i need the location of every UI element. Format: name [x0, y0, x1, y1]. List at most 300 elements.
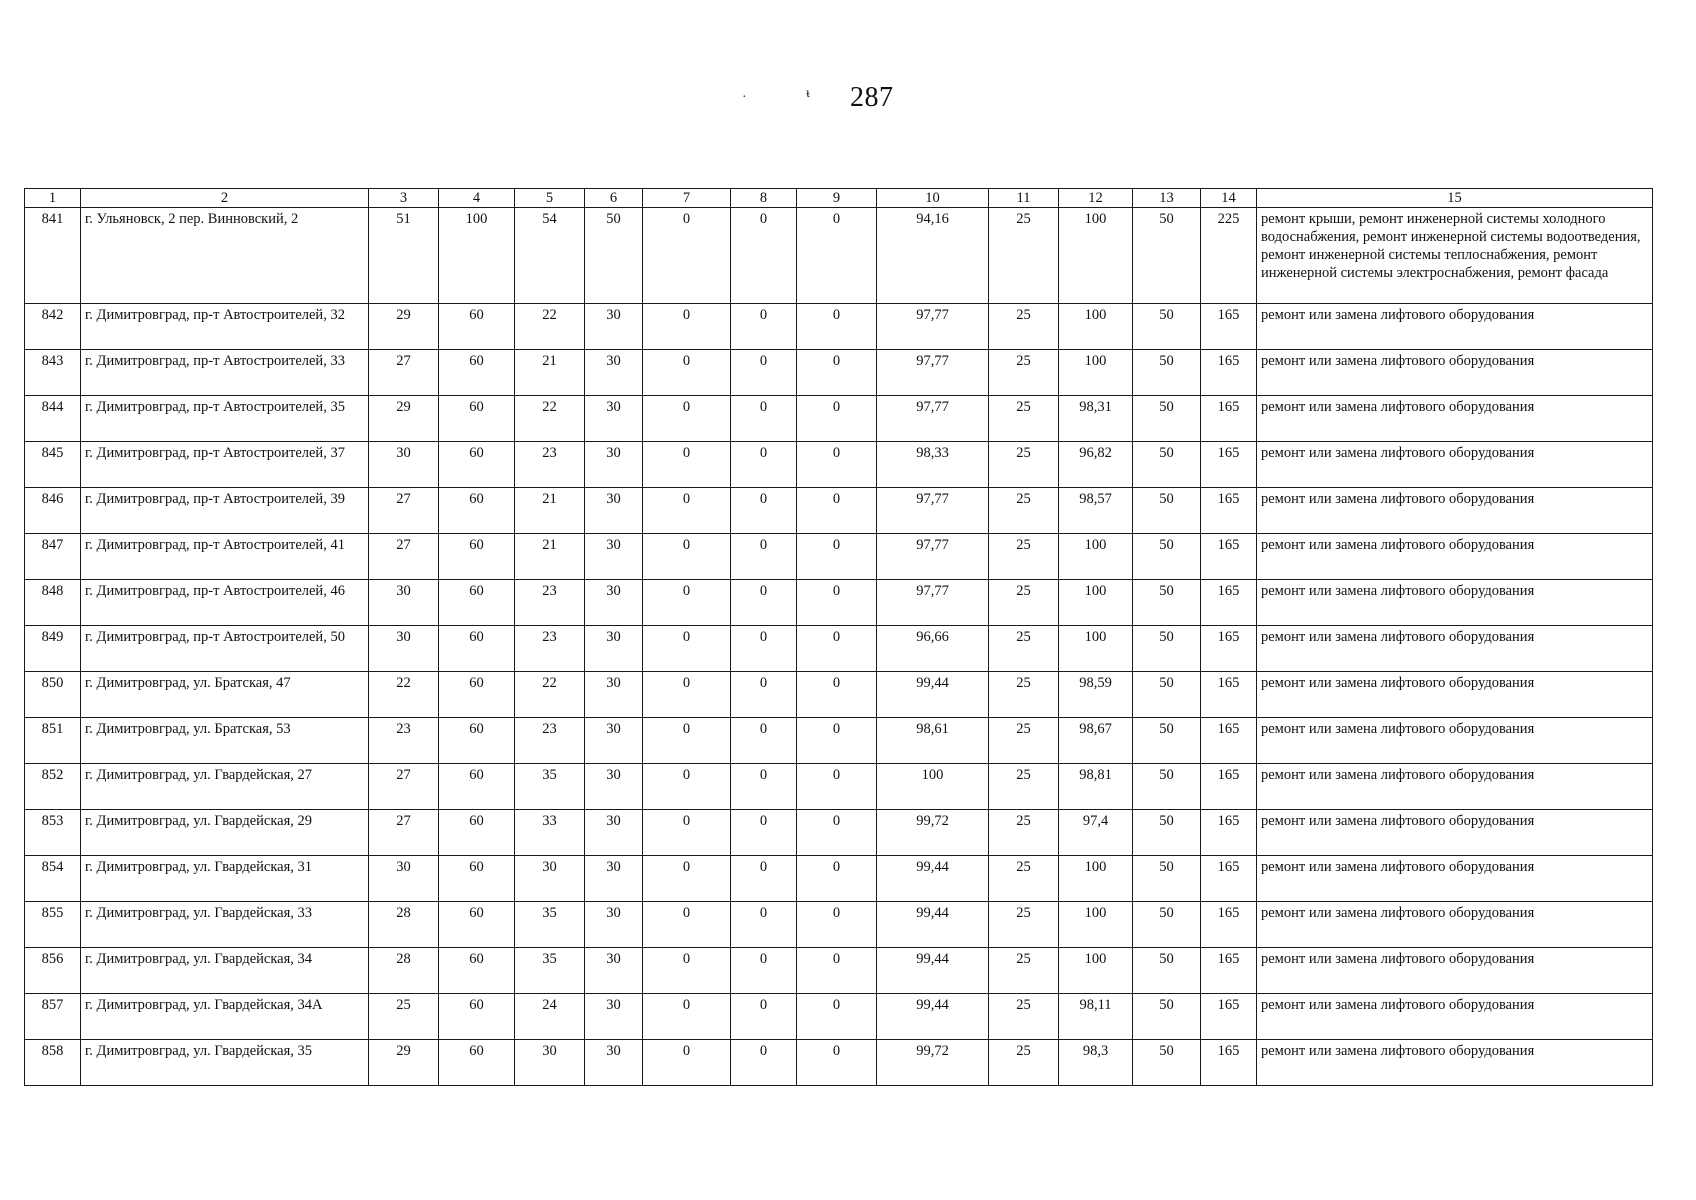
- cell-address: г. Димитровград, ул. Гвардейская, 29: [81, 810, 369, 856]
- cell-row-number: 849: [25, 626, 81, 672]
- cell-col-7: 0: [643, 948, 731, 994]
- cell-col-8: 0: [731, 764, 797, 810]
- cell-col-8: 0: [731, 902, 797, 948]
- cell-col-5: 30: [515, 856, 585, 902]
- cell-col-4: 60: [439, 626, 515, 672]
- cell-col-11: 25: [989, 718, 1059, 764]
- cell-col-9: 0: [797, 948, 877, 994]
- cell-col-12: 100: [1059, 304, 1133, 350]
- cell-col-12: 98,11: [1059, 994, 1133, 1040]
- column-header: 4: [439, 189, 515, 208]
- cell-work-description: ремонт или замена лифтового оборудования: [1257, 534, 1653, 580]
- cell-work-description: ремонт или замена лифтового оборудования: [1257, 810, 1653, 856]
- cell-col-13: 50: [1133, 580, 1201, 626]
- cell-address: г. Димитровград, ул. Братская, 47: [81, 672, 369, 718]
- cell-col-3: 29: [369, 396, 439, 442]
- cell-address: г. Димитровград, пр-т Автостроителей, 32: [81, 304, 369, 350]
- cell-col-6: 30: [585, 350, 643, 396]
- cell-work-description: ремонт или замена лифтового оборудования: [1257, 350, 1653, 396]
- table-row: [25, 396, 1653, 442]
- cell-col-8: 0: [731, 396, 797, 442]
- cell-address: г. Димитровград, ул. Гвардейская, 31: [81, 856, 369, 902]
- cell-col-12: 100: [1059, 626, 1133, 672]
- cell-work-description: ремонт или замена лифтового оборудования: [1257, 856, 1653, 902]
- cell-col-3: 29: [369, 304, 439, 350]
- cell-col-11: 25: [989, 208, 1059, 304]
- cell-address: г. Димитровград, ул. Гвардейская, 34А: [81, 994, 369, 1040]
- cell-address: г. Димитровград, пр-т Автостроителей, 37: [81, 442, 369, 488]
- cell-col-10: 99,72: [877, 810, 989, 856]
- cell-col-4: 60: [439, 764, 515, 810]
- cell-col-13: 50: [1133, 442, 1201, 488]
- cell-col-10: 96,66: [877, 626, 989, 672]
- column-header: 14: [1201, 189, 1257, 208]
- cell-work-description: ремонт или замена лифтового оборудования: [1257, 672, 1653, 718]
- cell-col-3: 27: [369, 350, 439, 396]
- cell-col-5: 21: [515, 534, 585, 580]
- cell-col-8: 0: [731, 442, 797, 488]
- cell-col-12: 100: [1059, 534, 1133, 580]
- cell-col-13: 50: [1133, 718, 1201, 764]
- table-row: [25, 580, 1653, 626]
- cell-col-7: 0: [643, 350, 731, 396]
- cell-col-8: 0: [731, 1040, 797, 1086]
- cell-col-13: 50: [1133, 902, 1201, 948]
- cell-col-9: 0: [797, 534, 877, 580]
- cell-col-13: 50: [1133, 810, 1201, 856]
- cell-col-4: 60: [439, 1040, 515, 1086]
- cell-col-11: 25: [989, 534, 1059, 580]
- cell-col-4: 60: [439, 672, 515, 718]
- cell-col-14: 165: [1201, 902, 1257, 948]
- cell-col-9: 0: [797, 856, 877, 902]
- cell-address: г. Ульяновск, 2 пер. Винновский, 2: [81, 208, 369, 304]
- cell-col-7: 0: [643, 208, 731, 304]
- cell-col-5: 23: [515, 580, 585, 626]
- cell-col-13: 50: [1133, 304, 1201, 350]
- cell-address: г. Димитровград, ул. Гвардейская, 35: [81, 1040, 369, 1086]
- cell-col-8: 0: [731, 208, 797, 304]
- cell-col-6: 30: [585, 902, 643, 948]
- cell-col-4: 60: [439, 488, 515, 534]
- cell-col-8: 0: [731, 672, 797, 718]
- cell-col-6: 30: [585, 534, 643, 580]
- column-header: 3: [369, 189, 439, 208]
- scan-speck: ·: [742, 90, 747, 105]
- cell-col-12: 98,59: [1059, 672, 1133, 718]
- cell-col-5: 30: [515, 1040, 585, 1086]
- cell-work-description: ремонт или замена лифтового оборудования: [1257, 764, 1653, 810]
- cell-col-6: 30: [585, 856, 643, 902]
- cell-address: г. Димитровград, пр-т Автостроителей, 41: [81, 534, 369, 580]
- cell-col-14: 225: [1201, 208, 1257, 304]
- cell-col-3: 28: [369, 948, 439, 994]
- cell-col-7: 0: [643, 764, 731, 810]
- cell-col-9: 0: [797, 488, 877, 534]
- cell-col-5: 35: [515, 948, 585, 994]
- cell-col-9: 0: [797, 672, 877, 718]
- cell-col-9: 0: [797, 442, 877, 488]
- cell-col-5: 22: [515, 304, 585, 350]
- cell-col-9: 0: [797, 304, 877, 350]
- cell-col-4: 60: [439, 350, 515, 396]
- cell-col-14: 165: [1201, 718, 1257, 764]
- cell-col-14: 165: [1201, 948, 1257, 994]
- cell-col-3: 27: [369, 534, 439, 580]
- cell-col-10: 97,77: [877, 580, 989, 626]
- cell-col-11: 25: [989, 856, 1059, 902]
- cell-col-8: 0: [731, 350, 797, 396]
- cell-col-4: 60: [439, 534, 515, 580]
- column-header: 10: [877, 189, 989, 208]
- cell-col-9: 0: [797, 580, 877, 626]
- column-header: 5: [515, 189, 585, 208]
- cell-col-8: 0: [731, 304, 797, 350]
- cell-col-3: 30: [369, 442, 439, 488]
- cell-col-10: 99,44: [877, 994, 989, 1040]
- cell-col-7: 0: [643, 534, 731, 580]
- page-number: 287: [850, 82, 894, 113]
- table-row: [25, 672, 1653, 718]
- cell-col-5: 35: [515, 764, 585, 810]
- cell-col-5: 23: [515, 626, 585, 672]
- cell-work-description: ремонт или замена лифтового оборудования: [1257, 902, 1653, 948]
- cell-col-3: 30: [369, 626, 439, 672]
- cell-address: г. Димитровград, пр-т Автостроителей, 33: [81, 350, 369, 396]
- cell-col-4: 60: [439, 718, 515, 764]
- cell-address: г. Димитровград, ул. Гвардейская, 33: [81, 902, 369, 948]
- cell-col-13: 50: [1133, 396, 1201, 442]
- cell-col-4: 60: [439, 442, 515, 488]
- cell-col-11: 25: [989, 350, 1059, 396]
- cell-col-12: 96,82: [1059, 442, 1133, 488]
- table-row: [25, 994, 1653, 1040]
- cell-col-10: 97,77: [877, 304, 989, 350]
- cell-col-6: 30: [585, 718, 643, 764]
- cell-col-8: 0: [731, 534, 797, 580]
- cell-col-11: 25: [989, 488, 1059, 534]
- cell-col-10: 94,16: [877, 208, 989, 304]
- cell-address: г. Димитровград, пр-т Автостроителей, 46: [81, 580, 369, 626]
- cell-col-14: 165: [1201, 396, 1257, 442]
- cell-col-5: 21: [515, 488, 585, 534]
- cell-work-description: ремонт или замена лифтового оборудования: [1257, 994, 1653, 1040]
- cell-col-13: 50: [1133, 1040, 1201, 1086]
- cell-col-6: 50: [585, 208, 643, 304]
- cell-col-3: 28: [369, 902, 439, 948]
- table-header-row: [25, 189, 1653, 208]
- cell-col-6: 30: [585, 396, 643, 442]
- table-row: [25, 488, 1653, 534]
- cell-work-description: ремонт или замена лифтового оборудования: [1257, 718, 1653, 764]
- cell-col-3: 27: [369, 488, 439, 534]
- cell-col-12: 100: [1059, 856, 1133, 902]
- cell-col-13: 50: [1133, 488, 1201, 534]
- table-row: [25, 208, 1653, 304]
- cell-col-13: 50: [1133, 948, 1201, 994]
- cell-col-7: 0: [643, 580, 731, 626]
- cell-col-12: 98,57: [1059, 488, 1133, 534]
- cell-work-description: ремонт или замена лифтового оборудования: [1257, 948, 1653, 994]
- cell-col-6: 30: [585, 1040, 643, 1086]
- cell-col-10: 100: [877, 764, 989, 810]
- cell-col-11: 25: [989, 1040, 1059, 1086]
- table-row: [25, 810, 1653, 856]
- cell-col-6: 30: [585, 626, 643, 672]
- cell-col-5: 35: [515, 902, 585, 948]
- table-row: [25, 534, 1653, 580]
- cell-col-6: 30: [585, 442, 643, 488]
- cell-col-3: 27: [369, 764, 439, 810]
- cell-col-14: 165: [1201, 580, 1257, 626]
- table-body: [25, 208, 1653, 1086]
- cell-col-8: 0: [731, 994, 797, 1040]
- cell-col-14: 165: [1201, 994, 1257, 1040]
- cell-col-9: 0: [797, 902, 877, 948]
- cell-col-6: 30: [585, 488, 643, 534]
- cell-col-14: 165: [1201, 856, 1257, 902]
- cell-col-4: 60: [439, 948, 515, 994]
- cell-col-8: 0: [731, 810, 797, 856]
- cell-row-number: 842: [25, 304, 81, 350]
- cell-row-number: 853: [25, 810, 81, 856]
- cell-col-9: 0: [797, 350, 877, 396]
- cell-col-10: 98,61: [877, 718, 989, 764]
- cell-col-13: 50: [1133, 994, 1201, 1040]
- cell-address: г. Димитровград, ул. Гвардейская, 27: [81, 764, 369, 810]
- cell-row-number: 848: [25, 580, 81, 626]
- cell-col-11: 25: [989, 994, 1059, 1040]
- cell-work-description: ремонт крыши, ремонт инженерной системы холодного водоснабжения, ремонт инженерной системы водоотведения, ремонт инженерной системы теплоснабжения, ремонт инженерной системы электроснабжения, ремонт фасада: [1257, 208, 1653, 304]
- cell-col-14: 165: [1201, 626, 1257, 672]
- cell-col-14: 165: [1201, 810, 1257, 856]
- cell-work-description: ремонт или замена лифтового оборудования: [1257, 580, 1653, 626]
- cell-work-description: ремонт или замена лифтового оборудования: [1257, 1040, 1653, 1086]
- cell-col-14: 165: [1201, 442, 1257, 488]
- cell-col-9: 0: [797, 396, 877, 442]
- cell-col-10: 99,44: [877, 672, 989, 718]
- cell-col-6: 30: [585, 304, 643, 350]
- scan-speck: ᵼ: [806, 86, 810, 101]
- cell-col-4: 60: [439, 810, 515, 856]
- cell-col-12: 98,3: [1059, 1040, 1133, 1086]
- cell-col-10: 97,77: [877, 534, 989, 580]
- cell-col-9: 0: [797, 810, 877, 856]
- cell-address: г. Димитровград, пр-т Автостроителей, 35: [81, 396, 369, 442]
- cell-col-4: 60: [439, 902, 515, 948]
- cell-col-12: 98,81: [1059, 764, 1133, 810]
- cell-col-7: 0: [643, 442, 731, 488]
- cell-row-number: 854: [25, 856, 81, 902]
- cell-col-10: 98,33: [877, 442, 989, 488]
- column-header: 12: [1059, 189, 1133, 208]
- cell-col-5: 33: [515, 810, 585, 856]
- cell-col-6: 30: [585, 810, 643, 856]
- column-header: 6: [585, 189, 643, 208]
- cell-col-6: 30: [585, 764, 643, 810]
- cell-work-description: ремонт или замена лифтового оборудования: [1257, 396, 1653, 442]
- cell-col-8: 0: [731, 718, 797, 764]
- cell-col-13: 50: [1133, 856, 1201, 902]
- cell-col-13: 50: [1133, 672, 1201, 718]
- cell-col-3: 23: [369, 718, 439, 764]
- cell-col-4: 60: [439, 856, 515, 902]
- cell-col-3: 22: [369, 672, 439, 718]
- table-row: [25, 764, 1653, 810]
- table-row: [25, 626, 1653, 672]
- cell-row-number: 844: [25, 396, 81, 442]
- cell-col-10: 99,44: [877, 856, 989, 902]
- cell-address: г. Димитровград, пр-т Автостроителей, 39: [81, 488, 369, 534]
- cell-col-11: 25: [989, 902, 1059, 948]
- cell-col-4: 60: [439, 304, 515, 350]
- cell-col-14: 165: [1201, 350, 1257, 396]
- column-header: 9: [797, 189, 877, 208]
- cell-col-12: 100: [1059, 902, 1133, 948]
- cell-col-14: 165: [1201, 304, 1257, 350]
- cell-col-3: 30: [369, 856, 439, 902]
- cell-col-7: 0: [643, 488, 731, 534]
- cell-col-5: 24: [515, 994, 585, 1040]
- cell-col-7: 0: [643, 626, 731, 672]
- cell-col-11: 25: [989, 948, 1059, 994]
- cell-col-3: 27: [369, 810, 439, 856]
- column-header: 1: [25, 189, 81, 208]
- cell-col-11: 25: [989, 810, 1059, 856]
- cell-col-3: 51: [369, 208, 439, 304]
- cell-col-12: 97,4: [1059, 810, 1133, 856]
- cell-row-number: 852: [25, 764, 81, 810]
- cell-col-14: 165: [1201, 764, 1257, 810]
- cell-col-5: 23: [515, 718, 585, 764]
- cell-col-8: 0: [731, 948, 797, 994]
- cell-col-8: 0: [731, 488, 797, 534]
- cell-work-description: ремонт или замена лифтового оборудования: [1257, 488, 1653, 534]
- cell-col-7: 0: [643, 856, 731, 902]
- cell-row-number: 841: [25, 208, 81, 304]
- cell-col-8: 0: [731, 626, 797, 672]
- cell-col-14: 165: [1201, 1040, 1257, 1086]
- cell-col-4: 60: [439, 580, 515, 626]
- cell-row-number: 851: [25, 718, 81, 764]
- cell-col-8: 0: [731, 856, 797, 902]
- table-row: [25, 1040, 1653, 1086]
- cell-col-14: 165: [1201, 488, 1257, 534]
- cell-col-12: 100: [1059, 208, 1133, 304]
- cell-col-11: 25: [989, 626, 1059, 672]
- cell-col-9: 0: [797, 208, 877, 304]
- cell-col-10: 97,77: [877, 488, 989, 534]
- cell-work-description: ремонт или замена лифтового оборудования: [1257, 442, 1653, 488]
- cell-address: г. Димитровград, ул. Братская, 53: [81, 718, 369, 764]
- cell-col-13: 50: [1133, 764, 1201, 810]
- cell-row-number: 856: [25, 948, 81, 994]
- cell-col-6: 30: [585, 672, 643, 718]
- cell-address: г. Димитровград, пр-т Автостроителей, 50: [81, 626, 369, 672]
- cell-col-5: 54: [515, 208, 585, 304]
- cell-col-6: 30: [585, 580, 643, 626]
- table-row: [25, 304, 1653, 350]
- cell-col-13: 50: [1133, 350, 1201, 396]
- cell-col-11: 25: [989, 580, 1059, 626]
- cell-col-13: 50: [1133, 534, 1201, 580]
- table-row: [25, 442, 1653, 488]
- column-header: 8: [731, 189, 797, 208]
- cell-col-11: 25: [989, 442, 1059, 488]
- cell-row-number: 855: [25, 902, 81, 948]
- cell-col-10: 97,77: [877, 350, 989, 396]
- cell-work-description: ремонт или замена лифтового оборудования: [1257, 626, 1653, 672]
- column-header: 11: [989, 189, 1059, 208]
- cell-row-number: 846: [25, 488, 81, 534]
- column-header: 13: [1133, 189, 1201, 208]
- cell-col-10: 99,44: [877, 948, 989, 994]
- cell-col-11: 25: [989, 396, 1059, 442]
- cell-col-11: 25: [989, 304, 1059, 350]
- cell-col-12: 100: [1059, 350, 1133, 396]
- cell-row-number: 850: [25, 672, 81, 718]
- repair-register-table: [24, 188, 1653, 1086]
- cell-col-12: 100: [1059, 948, 1133, 994]
- table-row: [25, 902, 1653, 948]
- cell-col-8: 0: [731, 580, 797, 626]
- cell-col-5: 22: [515, 672, 585, 718]
- cell-row-number: 858: [25, 1040, 81, 1086]
- cell-col-7: 0: [643, 304, 731, 350]
- cell-col-14: 165: [1201, 672, 1257, 718]
- cell-col-4: 60: [439, 994, 515, 1040]
- cell-row-number: 857: [25, 994, 81, 1040]
- cell-col-3: 30: [369, 580, 439, 626]
- table-row: [25, 718, 1653, 764]
- cell-col-3: 25: [369, 994, 439, 1040]
- cell-col-7: 0: [643, 396, 731, 442]
- cell-col-7: 0: [643, 994, 731, 1040]
- cell-col-4: 60: [439, 396, 515, 442]
- cell-col-9: 0: [797, 718, 877, 764]
- cell-col-7: 0: [643, 902, 731, 948]
- cell-col-13: 50: [1133, 208, 1201, 304]
- cell-row-number: 845: [25, 442, 81, 488]
- cell-col-12: 98,67: [1059, 718, 1133, 764]
- column-header: 2: [81, 189, 369, 208]
- cell-col-7: 0: [643, 718, 731, 764]
- cell-col-11: 25: [989, 764, 1059, 810]
- table-row: [25, 856, 1653, 902]
- column-header: 7: [643, 189, 731, 208]
- cell-col-9: 0: [797, 994, 877, 1040]
- cell-col-12: 98,31: [1059, 396, 1133, 442]
- cell-col-7: 0: [643, 672, 731, 718]
- table-row: [25, 948, 1653, 994]
- cell-col-10: 99,72: [877, 1040, 989, 1086]
- cell-col-9: 0: [797, 626, 877, 672]
- column-header: 15: [1257, 189, 1653, 208]
- cell-col-10: 97,77: [877, 396, 989, 442]
- cell-col-14: 165: [1201, 534, 1257, 580]
- cell-col-9: 0: [797, 764, 877, 810]
- cell-work-description: ремонт или замена лифтового оборудования: [1257, 304, 1653, 350]
- cell-col-5: 22: [515, 396, 585, 442]
- cell-row-number: 847: [25, 534, 81, 580]
- cell-col-5: 23: [515, 442, 585, 488]
- cell-col-6: 30: [585, 948, 643, 994]
- cell-col-7: 0: [643, 810, 731, 856]
- cell-col-4: 100: [439, 208, 515, 304]
- cell-row-number: 843: [25, 350, 81, 396]
- cell-col-5: 21: [515, 350, 585, 396]
- cell-col-10: 99,44: [877, 902, 989, 948]
